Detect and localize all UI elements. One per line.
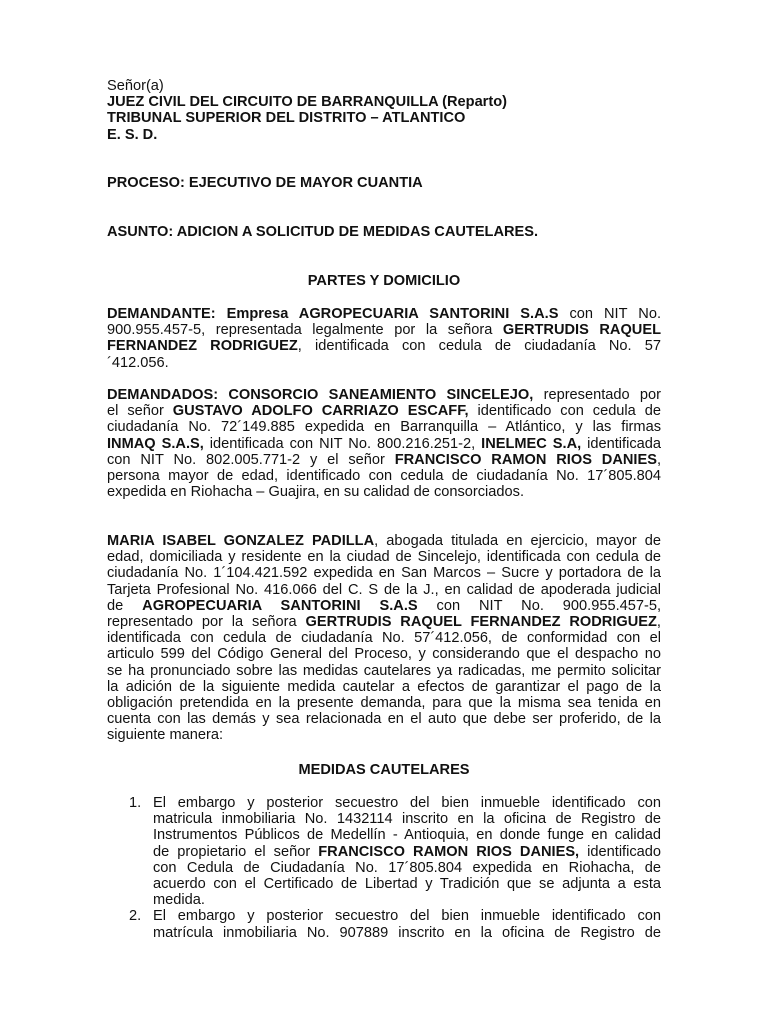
bold-name: FERNANDEZ RODRIGUEZ <box>107 338 298 355</box>
text-line: expedida en Riohacha – Guajira, en su calidad de consorciados. <box>107 484 525 501</box>
text-line: con Cedula de Ciudadanía No. 17´805.804 expedida en Riohacha, de <box>153 859 661 876</box>
text-span: , abogada titulada en ejercicio, mayor de <box>374 533 661 549</box>
text-span: identificado <box>579 843 661 860</box>
text-line: ciudadanía No. 72´149.885 expedida en Barranquilla – Atlántico, y las firmas <box>107 419 661 436</box>
list-item <box>107 908 661 940</box>
text-line: obligación pretendida en la presente demanda, para que la misma sea tenida en <box>107 695 661 712</box>
partes-title: PARTES Y DOMICILIO <box>307 273 461 289</box>
text-line: El embargo y posterior secuestro del bien inmueble identificado con <box>153 908 661 925</box>
text-line: matricula inmobiliaria No. 1432114 inscrito en la oficina de Registro de <box>153 811 661 828</box>
text-span: con NIT No. 802.005.771-2 y el señor <box>107 451 395 468</box>
demandante-label: DEMANDANTE: Empresa AGROPECUARIA SANTORINI S.A.S <box>107 306 559 322</box>
text-span: identificada <box>581 435 661 452</box>
text-line: edad, domiciliada y residente en la ciudad de Sincelejo, identificada con cedula de <box>107 549 661 566</box>
text-span: con NIT No. <box>558 306 661 322</box>
text-line: identificada con cedula de ciudadanía No. 57´412.056, de conformidad con el <box>107 630 661 647</box>
list-number: 1. <box>129 795 142 811</box>
text-span: identificado con cedula de <box>468 403 661 420</box>
demandante-paragraph <box>107 306 661 371</box>
text-line: matrícula inmobiliaria No. 907889 inscrito en la oficina de Registro de <box>153 924 661 941</box>
bold-name: GUSTAVO ADOLFO CARRIAZO ESCAFF, <box>172 403 469 420</box>
text-span: 900.955.457-5, representada legalmente por la señora <box>107 322 503 339</box>
text-span: identificada con NIT No. 800.216.251-2, <box>203 435 482 452</box>
text-line: cuenta con las demás y sea relacionada en el auto que debe ser proferido, de la <box>107 711 661 728</box>
demandados-label: DEMANDADOS: CONSORCIO SANEAMIENTO SINCELEJO, <box>107 387 534 403</box>
list-item <box>107 795 661 908</box>
addressee-line-3: E. S. D. <box>107 126 158 143</box>
addressee-line-1: JUEZ CIVIL DEL CIRCUITO DE BARRANQUILLA (Reparto) <box>107 94 507 111</box>
text-line: articulo 599 del Código General del Proceso, y considerando que el despacho no <box>107 646 661 663</box>
bold-name: FRANCISCO RAMON RIOS DANIES, <box>318 843 580 860</box>
text-line: ´412.056. <box>107 354 169 371</box>
text-span: de propietario el señor <box>153 843 319 860</box>
bold-name: FRANCISCO RAMON RIOS DANIES <box>394 451 657 468</box>
medidas-list <box>107 795 661 941</box>
text-line: la adición de la siguiente medida cautelar a efectos de garantizar el pago de la <box>107 678 661 695</box>
list-number: 2. <box>129 908 142 925</box>
text-span: representado por la señora <box>107 614 306 631</box>
text-line: Tarjeta Profesional No. 416.066 del C. S de la J., en calidad de apoderada judicial <box>107 581 661 598</box>
addressee-line-2: TRIBUNAL SUPERIOR DEL DISTRITO – ATLANTICO <box>107 110 466 127</box>
text-line: El embargo y posterior secuestro del bien inmueble identificado con <box>153 795 661 811</box>
medidas-title: MEDIDAS CAUTELARES <box>298 762 470 778</box>
text-line: siguiente manera: <box>107 727 224 744</box>
demandados-paragraph <box>107 387 661 500</box>
text-line: se ha pronunciado sobre las medidas cautelares ya radicadas, me permito solicitar <box>107 662 661 679</box>
salutation: Señor(a) <box>107 78 164 94</box>
proceso-heading: PROCESO: EJECUTIVO DE MAYOR CUANTIA <box>107 175 423 191</box>
text-line: ciudadanía No. 1´104.421.592 expedida en San Marcos – Sucre y portadora de la <box>107 565 661 582</box>
text-line: medida. <box>153 892 205 909</box>
asunto-heading: ASUNTO: ADICION A SOLICITUD DE MEDIDAS CAUTELARES. <box>107 224 539 240</box>
bold-name: AGROPECUARIA SANTORINI S.A.S <box>142 597 418 614</box>
text-span: con NIT No. 900.955.457-5, <box>417 597 661 614</box>
apoderada-paragraph <box>107 533 661 744</box>
text-span: de <box>107 597 143 614</box>
text-line: Instrumentos Públicos de Medellín - Antioquia, en donde funge en calidad <box>153 827 661 844</box>
bold-name: GERTRUDIS RAQUEL FERNANDEZ RODRIGUEZ <box>305 614 657 631</box>
text-span: , identificada con cedula de ciudadanía No. 57 <box>297 338 661 355</box>
text-span: representado por <box>533 387 661 403</box>
bold-name: INELMEC S.A, <box>481 435 582 452</box>
text-line: persona mayor de edad, identificado con cedula de ciudadanía No. 17´805.804 <box>107 468 661 485</box>
text-line: acuerdo con el Certificado de Libertad y Tradición que se adjunta a esta <box>153 876 661 893</box>
text-span: , <box>656 614 661 631</box>
bold-name: MARIA ISABEL GONZALEZ PADILLA <box>107 533 375 549</box>
bold-name: INMAQ S.A.S, <box>107 435 204 452</box>
text-span: el señor <box>107 403 173 420</box>
bold-name: GERTRUDIS RAQUEL <box>502 322 661 339</box>
text-span: , <box>656 451 661 468</box>
addressee-block <box>107 78 661 143</box>
